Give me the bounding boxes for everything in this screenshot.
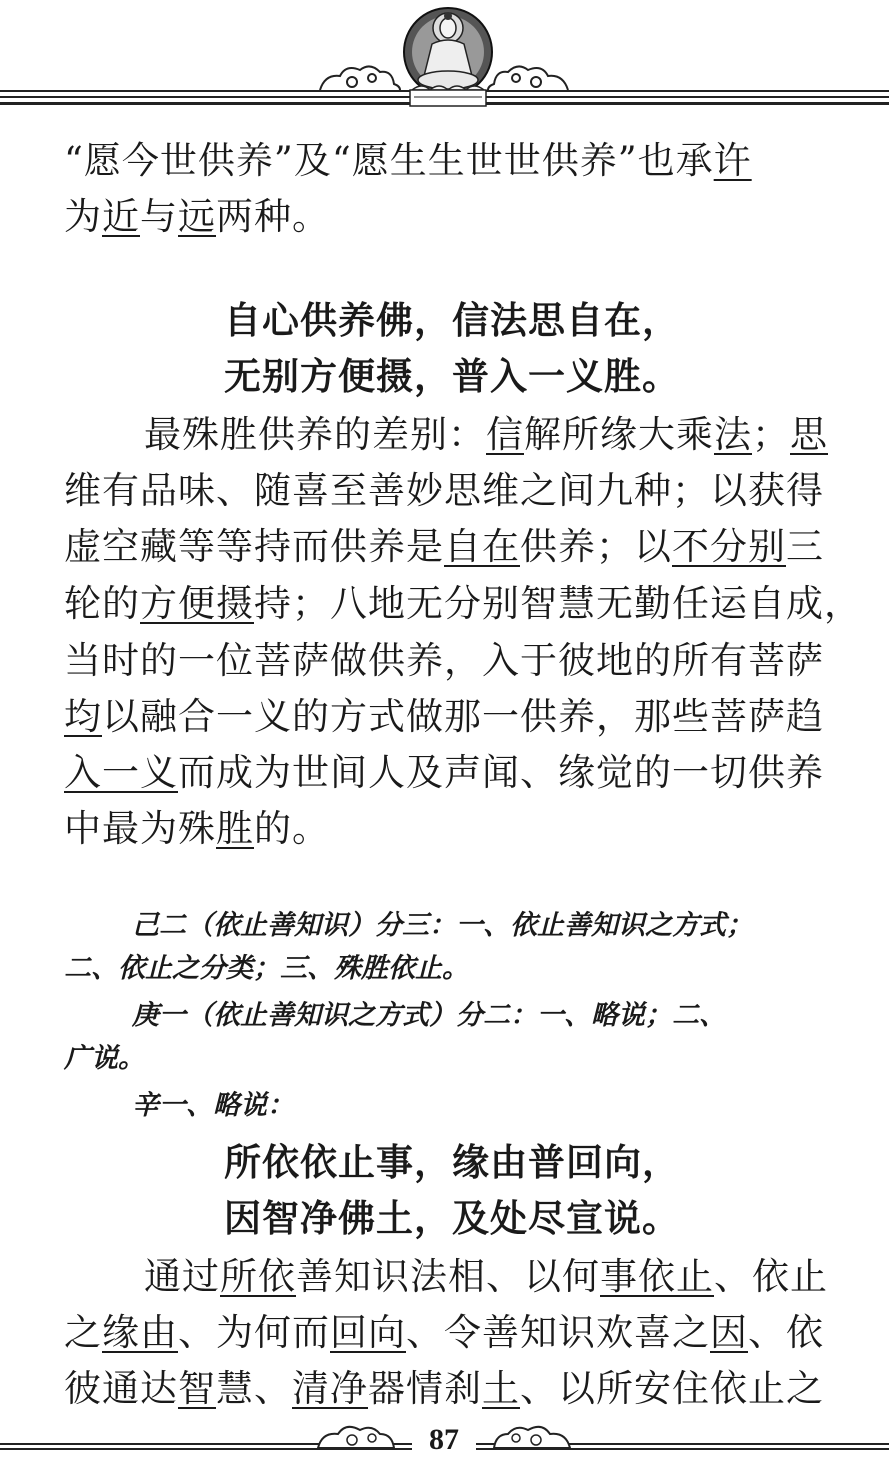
outline-heading-4: 广说。 (64, 1043, 145, 1074)
text-segment: 为 (64, 195, 102, 238)
underlined-term: 因 (710, 1311, 748, 1354)
text-segment: 以融合一义的方式做那一供养，那些菩萨趋 (102, 695, 824, 738)
body-line-7 (64, 638, 854, 684)
underlined-term: 均 (64, 695, 102, 738)
outline-heading-2: 二、依止之分类；三、殊胜依止。 (64, 953, 469, 984)
underlined-term: 远 (178, 195, 216, 238)
text-segment: 最殊胜供养的差别： (144, 413, 486, 456)
underlined-term: 思 (790, 413, 828, 456)
text-segment: 而成为世间人及声闻、缘觉的一切供养 (178, 751, 824, 794)
underlined-term: 方便摄 (140, 582, 254, 625)
body-line-8 (64, 694, 854, 740)
text-segment: 器情刹 (368, 1367, 482, 1410)
text-segment: 善知识法相、以何 (296, 1255, 600, 1298)
underlined-term: 自在 (444, 525, 520, 568)
text-segment: 之 (64, 1311, 102, 1354)
underlined-term: 近 (102, 195, 140, 238)
text-segment: 解所缘大乘 (524, 413, 714, 456)
body-line-9 (64, 750, 854, 796)
buddha-emblem-icon (0, 0, 889, 112)
outline-heading-5: 辛一、略说： (132, 1090, 294, 1121)
body-line-11 (144, 1254, 889, 1300)
underlined-term: 回向 (330, 1311, 406, 1354)
body-line-13 (64, 1366, 854, 1412)
body-line-12 (64, 1310, 854, 1356)
text-segment: 轮的 (64, 582, 140, 625)
text-segment: 彼通达 (64, 1367, 178, 1410)
underlined-term: 土 (482, 1367, 520, 1410)
underlined-term: 入一义 (64, 751, 178, 794)
text-segment: 中最为殊 (64, 807, 216, 850)
text-segment: 、依止 (714, 1255, 828, 1298)
body-line-4 (64, 468, 854, 514)
body-line-10 (64, 806, 854, 852)
underlined-term: 不分别 (672, 525, 786, 568)
text-segment: ； (752, 413, 790, 456)
underlined-term: 缘由 (102, 1311, 178, 1354)
text-segment: “愿今世供养”及“愿生生世世供养”也承 (64, 139, 714, 182)
text-segment: 维有品味、随喜至善妙思维之间九种；以获得 (64, 469, 824, 512)
body-line-5 (64, 524, 854, 570)
outline-heading-1: 己二（依止善知识）分三：一、依止善知识之方式； (132, 910, 753, 941)
underlined-term: 清净 (292, 1367, 368, 1410)
page-header-ornament (0, 0, 889, 112)
text-segment: 的。 (254, 807, 330, 850)
underlined-term: 法 (714, 413, 752, 456)
page-number: 87 (429, 1423, 459, 1456)
text-segment: 慧、 (216, 1367, 292, 1410)
outline-heading-3: 庚一（依止善知识之方式）分二：一、略说；二、 (132, 1000, 726, 1031)
verse-line-2: 无别方便摄，普入一义胜。 (224, 355, 680, 398)
text-segment: 当时的一位菩萨做供养，入于彼地的所有菩萨 (64, 639, 824, 682)
text-segment: 通过 (144, 1255, 220, 1298)
underlined-term: 信 (486, 413, 524, 456)
text-segment: 两种。 (216, 195, 330, 238)
underlined-term: 许 (713, 139, 752, 182)
text-segment: 三 (786, 525, 824, 568)
text-segment: 供养；以 (520, 525, 672, 568)
text-segment: 、令善知识欢喜之 (406, 1311, 710, 1354)
verse-line-3: 所依依止事，缘由普回向， (224, 1141, 680, 1184)
underlined-term: 事依止 (600, 1255, 714, 1298)
underlined-term: 所依 (220, 1255, 296, 1298)
body-line-2 (64, 194, 854, 240)
body-line-3 (144, 412, 889, 458)
underlined-term: 胜 (216, 807, 254, 850)
verse-line-1: 自心供养佛，信法思自在， (224, 299, 680, 342)
underlined-term: 智 (178, 1367, 216, 1410)
text-segment: 、以所安住依止之 (520, 1367, 824, 1410)
verse-line-4: 因智净佛土，及处尽宣说。 (224, 1197, 680, 1240)
text-segment: 虚空藏等等持而供养是 (64, 525, 444, 568)
body-line-1 (64, 138, 854, 184)
body-line-6 (64, 581, 862, 627)
text-segment: 持；八地无分别智慧无勤任运自成， (254, 582, 862, 625)
text-segment: 、为何而 (178, 1311, 330, 1354)
text-segment: 、依 (748, 1311, 824, 1354)
text-segment: 与 (140, 195, 178, 238)
